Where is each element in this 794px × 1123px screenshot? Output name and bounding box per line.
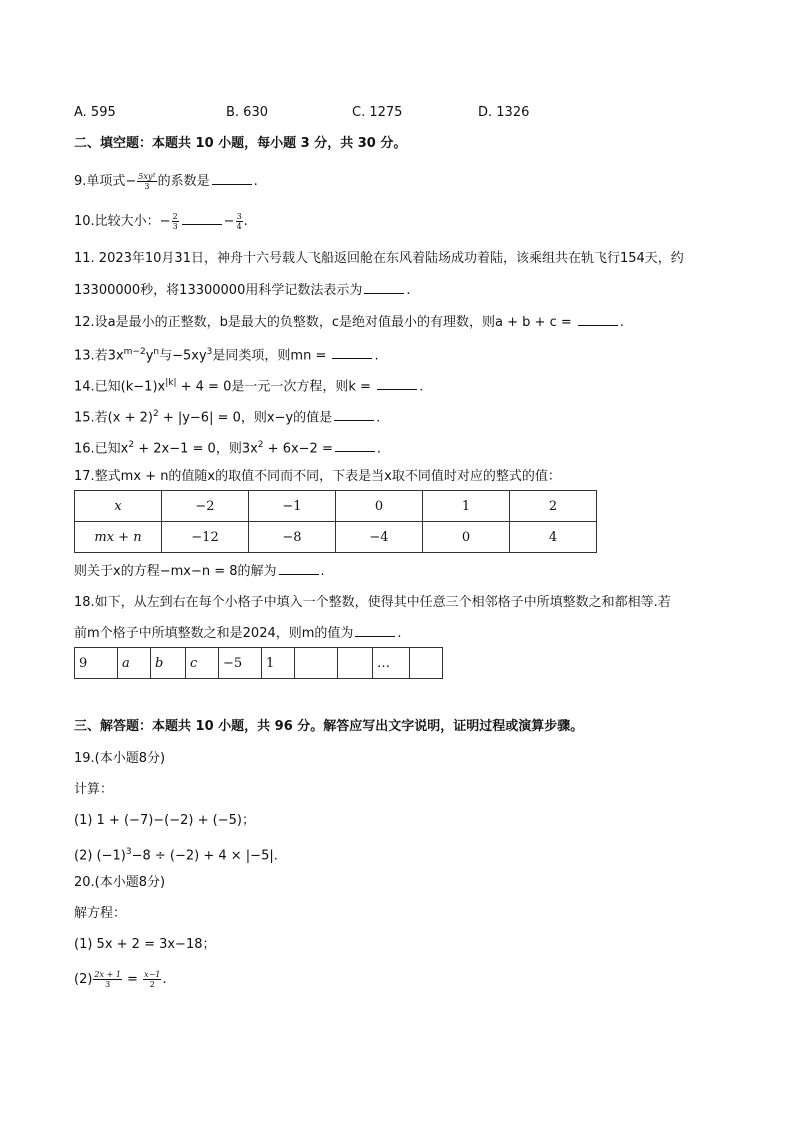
q10-prefix: 10.比较大小：− (74, 214, 171, 229)
q18-cell: a (118, 648, 151, 679)
q17-after-text: 则关于x的方程−mx−n = 8的解为 (74, 564, 277, 579)
q20-fraction-1 (93, 970, 121, 989)
q16-mid: + 2x−1 = 0，则3x (134, 441, 258, 457)
q15-answer-blank[interactable] (334, 408, 374, 421)
q16-suffix: + 6x−2 = (263, 441, 333, 457)
q18-answer-blank[interactable] (355, 624, 395, 637)
q13-sup-1: m−2 (123, 347, 146, 357)
question-20-part-2 (74, 970, 167, 989)
q10-den-2: 4 (236, 222, 242, 231)
q19-p2-suffix: −8 ÷ (−2) + 4 × |−5|. (131, 848, 278, 864)
q9-answer-blank[interactable] (212, 172, 252, 185)
q10-num-2: 3 (236, 212, 242, 221)
q18-grid-row (75, 648, 443, 679)
question-9: 9.单项式− $\frac{\text{5xy²}}{3}$ 的系数是 . (74, 172, 258, 191)
question-19-title: 19.(本小题8分) (74, 751, 166, 766)
q17-cell: −2 (162, 491, 249, 522)
q13-suffix: 是同类项，则mn = (212, 348, 327, 364)
question-12: 12.设a是最小的正整数，b是最大的负整数，c是绝对值最小的有理数，则a + b + c = . (74, 315, 625, 330)
q17-cell: −1 (249, 491, 336, 522)
q17-cell: 0 (423, 522, 510, 553)
option-d: D. 1326 (478, 105, 530, 120)
question-19-part-1: (1) 1 + (−7)−(−2) + (−5)； (74, 813, 255, 828)
q10-answer-blank[interactable] (182, 212, 222, 225)
q14-sup: |k| (165, 378, 177, 388)
q20-num-1: 2x + 1 (94, 970, 121, 979)
question-20-label: 解方程： (74, 906, 127, 921)
q17-cell: −8 (249, 522, 336, 553)
q9-numerator: 5xy² (138, 172, 156, 181)
question-11-line-1: 11. 2023年10月31日，神舟十六号载人飞船返回舱在东风着陆场成功着陆，该乘组共在轨飞行154天，约 (74, 251, 684, 266)
q9-fraction (137, 172, 156, 191)
q14-suffix: + 4 = 0是一元一次方程，则k = (176, 379, 371, 395)
q20-den-1: 3 (105, 980, 111, 989)
question-20-part-1: (1) 5x + 2 = 3x−18； (74, 937, 216, 952)
option-c: C. 1275 (352, 105, 403, 120)
section-3-heading: 三、解答题：本题共 10 小题，共 96 分。解答应写出文字说明，证明过程或演算步骤。 (74, 719, 584, 734)
q16-sup-2: 2 (257, 440, 264, 450)
section-2-heading: 二、填空题：本题共 10 小题，每小题 3 分，共 30 分。 (74, 136, 407, 151)
q20-p2-prefix: (2) (74, 972, 93, 987)
q12-answer-blank[interactable] (578, 313, 618, 326)
q13-mid-2: 与−5xy (159, 348, 207, 364)
q18-text: 前m个格子中所填整数之和是2024，则m的值为 (74, 626, 354, 641)
q9-denominator: 3 (144, 182, 150, 191)
q10-num-1: 2 (172, 212, 178, 221)
q10-fraction-2 (236, 212, 243, 231)
q13-prefix: 13.若3x (74, 348, 124, 364)
q13-mid-1: y (145, 348, 154, 364)
q18-cell: b (151, 648, 186, 679)
q11-text: 13300000秒，将13300000用科学记数法表示为 (74, 283, 363, 298)
q10-minus: − (223, 214, 235, 229)
q18-cell (338, 648, 373, 679)
question-17-intro: 17.整式mx + n的值随x的取值不同而不同，下表是当x取不同值时对应的整式的值： (74, 469, 561, 484)
q18-cell (295, 648, 338, 679)
q17-cell: −4 (336, 522, 423, 553)
q12-text: 12.设a是最小的正整数，b是最大的负整数，c是绝对值最小的有理数，则a + b + c = (74, 315, 572, 330)
q16-prefix: 16.已知x (74, 441, 129, 457)
q20-fraction-2 (143, 970, 161, 989)
question-19-part-2 (74, 843, 278, 865)
q18-cell (410, 648, 443, 679)
q17-answer-blank[interactable] (279, 562, 319, 575)
q18-cell: −5 (219, 648, 262, 679)
q20-den-2: 2 (149, 980, 155, 989)
question-10 (74, 212, 248, 231)
q16-answer-blank[interactable] (335, 439, 375, 452)
q9-suffix: 的系数是 (157, 174, 210, 189)
q19-p2-sup: 3 (125, 847, 132, 857)
question-15: 15.若$(x + 2)^2 + |y-6| = 0$，则x−y的值是 . (74, 409, 381, 426)
question-16: 16.已知$x^2 + 2x-1 = 0$，则$3x^2 + 6x-2$ = . (74, 440, 381, 457)
q17-cell: 2 (510, 491, 597, 522)
q17-cell: 0 (336, 491, 423, 522)
q18-cell: 9 (75, 648, 118, 679)
q17-cell: x (75, 491, 162, 522)
q10-fraction-1 (172, 212, 179, 231)
q17-row-value (75, 522, 597, 553)
q15-suffix: + |y−6| = 0，则x−y的值是 (158, 410, 333, 426)
q15-sup: 2 (152, 409, 159, 419)
q15-prefix: 15.若(x + 2) (74, 410, 153, 426)
option-a: A. 595 (74, 105, 116, 120)
q19-p2-prefix: (2) (−1) (74, 848, 126, 864)
question-17-after: 则关于x的方程−mx−n = 8的解为 . (74, 564, 325, 579)
question-20-title: 20.(本小题8分) (74, 875, 166, 890)
question-18-line-2: 前m个格子中所填整数之和是2024，则m的值为 . (74, 626, 402, 641)
q18-cell: c (186, 648, 219, 679)
q13-sup-2: n (153, 347, 160, 357)
q13-sup-3: 3 (206, 347, 213, 357)
q17-cell: 1 (423, 491, 510, 522)
q18-cell: … (373, 648, 410, 679)
q10-den-1: 3 (172, 222, 178, 231)
q20-num-2: x−1 (144, 970, 161, 979)
q14-answer-blank[interactable] (377, 377, 417, 390)
question-13: 13.若$3x^{m-2}y^n$与$-5xy^3$是同类项，则mn = . (74, 347, 379, 364)
question-19-label: 计算： (74, 782, 114, 797)
q17-table (74, 490, 597, 553)
q9-prefix: 9.单项式− (74, 174, 137, 189)
q17-cell: −12 (162, 522, 249, 553)
q11-answer-blank[interactable] (364, 281, 404, 294)
q13-answer-blank[interactable] (332, 346, 372, 359)
question-18-line-1: 18.如下，从左到右在每个小格子中填入一个整数，使得其中任意三个相邻格子中所填整数之和都相等.若 (74, 595, 671, 610)
q17-cell: 4 (510, 522, 597, 553)
q20-end: . (162, 972, 167, 987)
q16-sup-1: 2 (128, 440, 135, 450)
q17-row-x (75, 491, 597, 522)
q18-grid (74, 647, 443, 679)
q18-cell: 1 (262, 648, 295, 679)
question-11-line-2: 13300000秒，将13300000用科学记数法表示为 . (74, 283, 411, 298)
q20-equals: = (122, 972, 143, 987)
q10-end: . (243, 214, 248, 229)
q17-cell: mx + n (75, 522, 162, 553)
question-14: 14.已知$(k-1)x^{|k|} + 4 = 0$是一元一次方程，则k = . (74, 378, 424, 395)
option-b: B. 630 (226, 105, 268, 120)
q14-prefix: 14.已知(k−1)x (74, 379, 166, 395)
